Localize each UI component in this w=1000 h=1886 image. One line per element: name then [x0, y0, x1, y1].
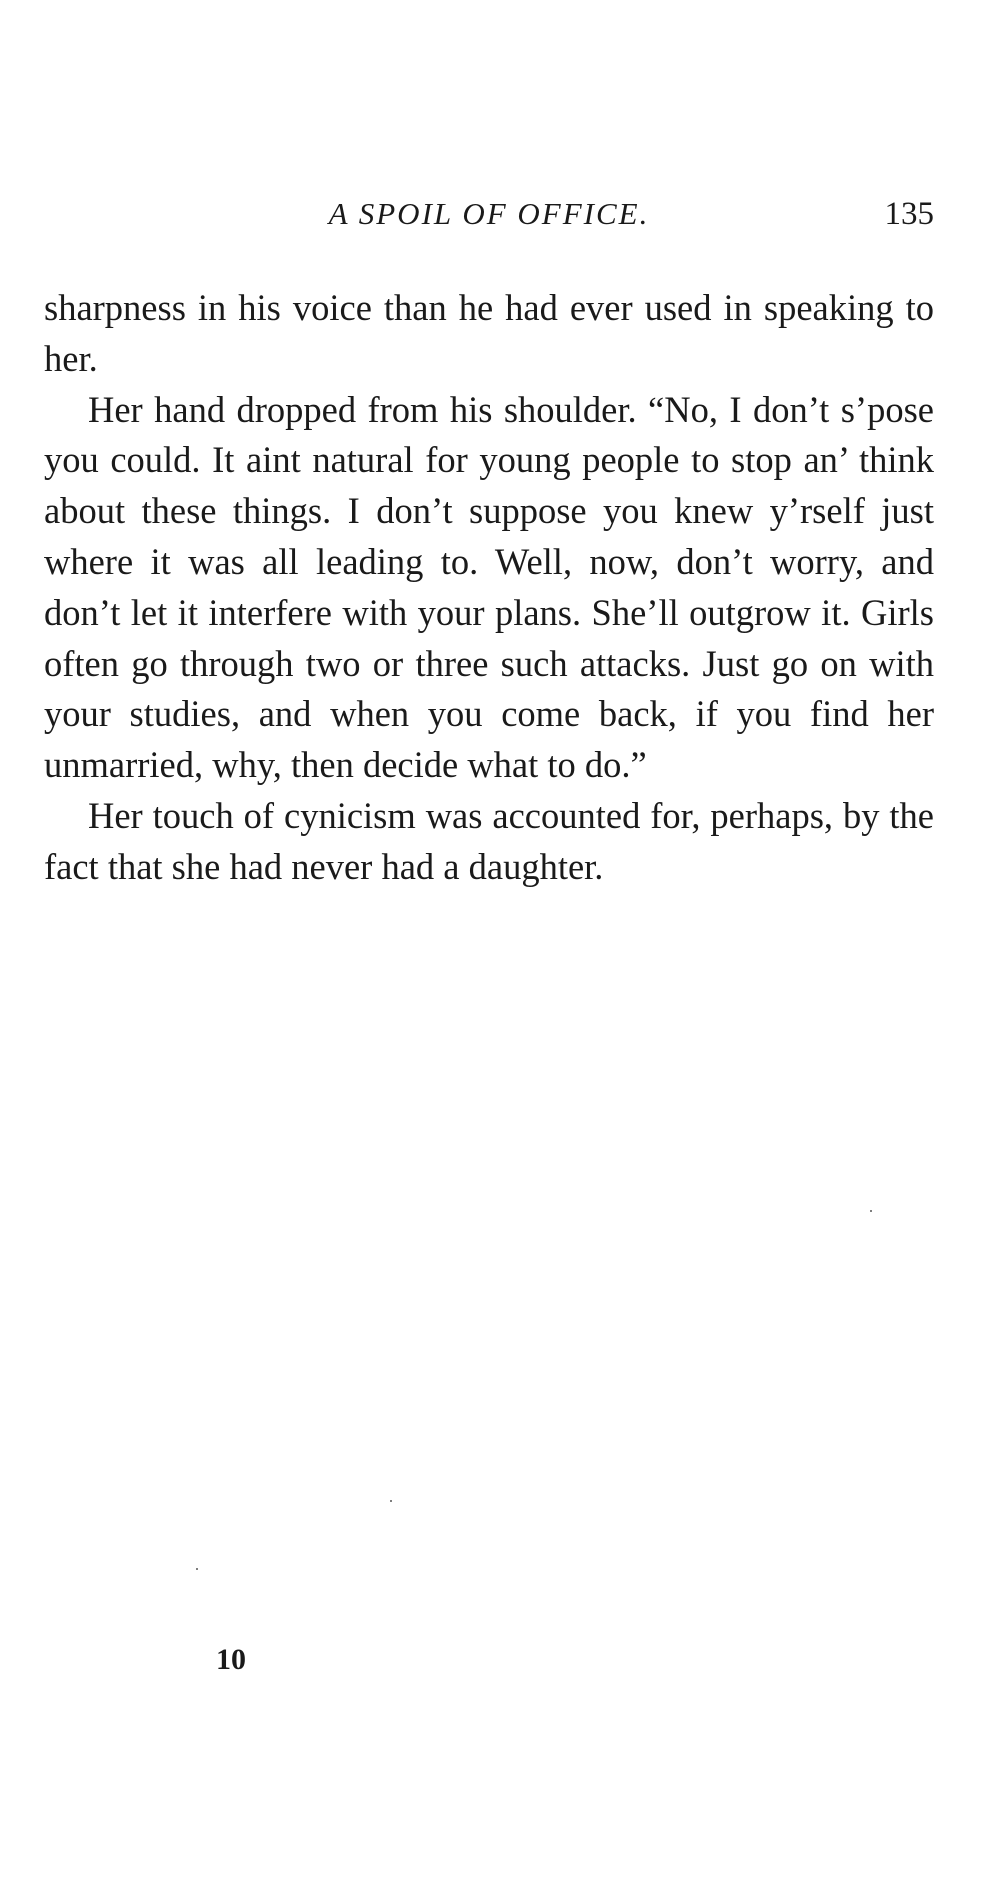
signature-mark: 10: [216, 1643, 246, 1676]
running-head: [44, 194, 934, 234]
paragraph-closing: Her touch of cynicism was accounted for, perhaps, by the fact that she had never had a daughter.: [44, 794, 934, 887]
body-text: [44, 283, 934, 893]
running-title: A SPOIL OF OFFICE.: [328, 196, 650, 231]
paragraph-dialogue: Her hand dropped from his shoulder. “No, I don’t s’pose you could. It aint natural for young people to stop an’ think about these things. I don’t suppose you knew y’rself just where it was all leading to. Well, now, don’t worry, and don’t let it interfere with your plans. She’ll outgrow it. Girls often go through two or three such attacks. Just go on with your studies, and when you come back, if you find her unmarried, why, then decide what to do.”: [44, 388, 934, 786]
paper-speck: [196, 1568, 198, 1570]
paper-speck: [870, 1210, 872, 1212]
paper-speck: [390, 1500, 392, 1502]
paragraph-continued: sharpness in his voice than he had ever used in speaking to her.: [44, 287, 934, 379]
page-number: 135: [884, 196, 934, 232]
